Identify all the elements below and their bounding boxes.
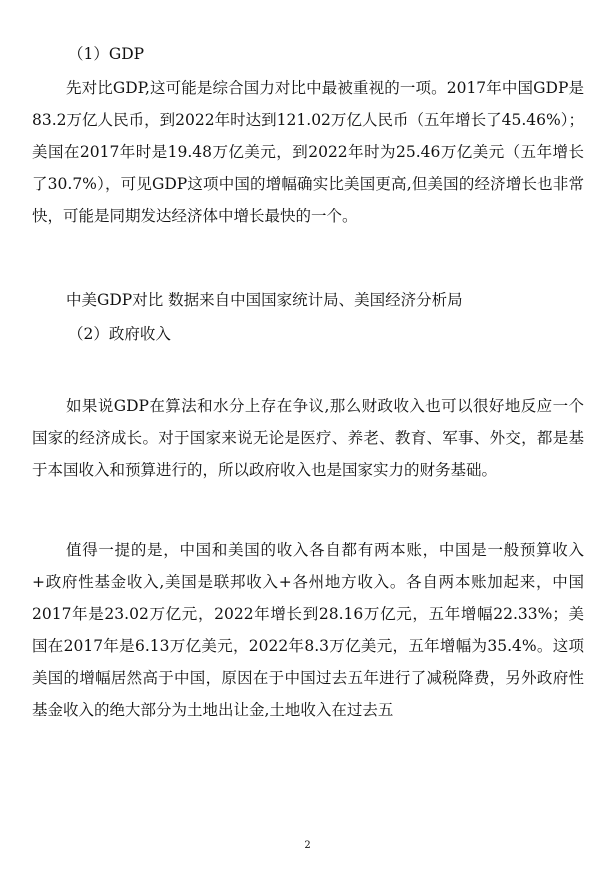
- gdp-paragraph: 先对比GDP,这可能是综合国力对比中最被重视的一项。2017年中国GDP是83.2万亿人民币，到2022年时达到121.02万亿人民币（五年增长了45.46%）；美国在2017年时是19.48万亿美元，到2022年时为25.46万亿美元（五年增长了30.7%），可见GDP这项中国的增幅确实比美国更高,但美国的经济增长也非常快，可能是同期发达经济体中增长最快的一个。: [32, 79, 584, 225]
- section-heading-government-revenue: （2）政府收入: [68, 325, 171, 343]
- gdp-chart-caption: 中美GDP对比 数据来自中国国家统计局、美国经济分析局: [66, 291, 463, 309]
- government-revenue-paragraph-2: 值得一提的是，中国和美国的收入各自都有两本账，中国是一般预算收入+政府性基金收入,美国是联邦收入+各州地方收入。各自两本账加起来，中国2017年是23.02万亿元，2022年增长到28.16万亿元，五年增幅22.33%；美国在2017年是6.13万亿美元，2022年8.3万亿美元，五年增幅为35.4%。这项美国的增幅居然高于中国，原因在于中国过去五年进行了减税降费，另外政府性基金收入的绝大部分为土地出让金,土地收入在过去五: [32, 541, 584, 719]
- government-revenue-paragraph-1: 如果说GDP在算法和水分上存在争议,那么财政收入也可以很好地反应一个国家的经济成长。对于国家来说无论是医疗、养老、教育、军事、外交，都是基于本国收入和预算进行的，所以政府收入也是国家实力的财务基础。: [32, 397, 584, 479]
- page-number: 2: [304, 840, 311, 851]
- section-heading-gdp: （1）GDP: [68, 45, 145, 63]
